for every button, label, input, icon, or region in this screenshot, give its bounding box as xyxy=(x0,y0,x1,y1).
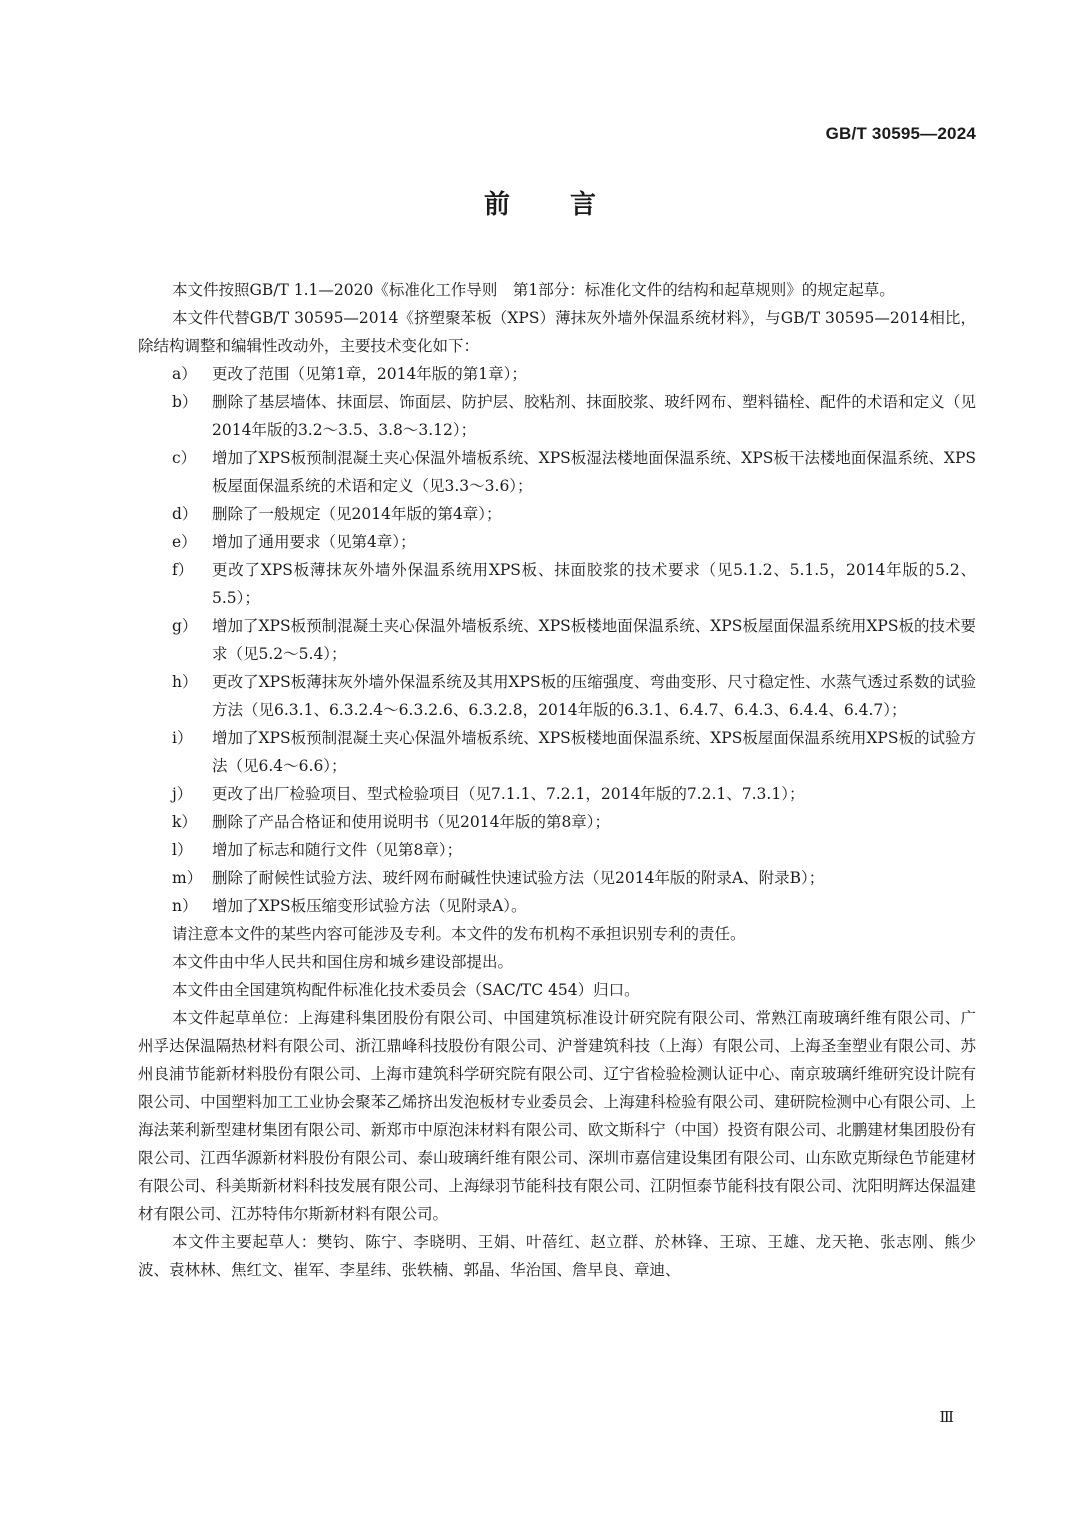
page-number: Ⅲ xyxy=(939,1408,954,1426)
list-item xyxy=(138,444,976,500)
list-item xyxy=(138,500,976,528)
paragraph-drafters: 本文件主要起草人：樊钧、陈宁、李晓明、王娟、叶蓓红、赵立群、於林锋、王琼、王雄、龙天艳、张志刚、熊少波、袁林林、焦红文、崔军、李星纬、张轶楠、郭晶、华治国、詹早良、章迪、 xyxy=(138,1233,976,1279)
list-item xyxy=(138,388,976,444)
list-item-text: 增加了标志和随行文件（见第8章）； xyxy=(212,841,463,859)
list-item-text: 更改了XPS板薄抹灰外墙外保温系统用XPS板、抹面胶浆的技术要求（见5.1.2、5.1.5，2014年版的5.2、5.5）； xyxy=(212,561,976,607)
list-item-mark: n） xyxy=(172,897,198,915)
paragraph-drafting-rules: 本文件按照GB/T 1.1—2020《标准化工作导则 第1部分：标准化文件的结构和起草规则》的规定起草。 xyxy=(172,281,895,299)
paragraph-replacement: 本文件代替GB/T 30595—2014《挤塑聚苯板（XPS）薄抹灰外墙外保温系统材料》，与GB/T 30595—2014相比，除结构调整和编辑性改动外，主要技术变化如下： xyxy=(138,309,976,355)
list-item-mark: c） xyxy=(172,449,197,467)
paragraph-proposer: 本文件由中华人民共和国住房和城乡建设部提出。 xyxy=(172,953,514,971)
list-item xyxy=(138,808,976,836)
title-char-1: 前 xyxy=(483,190,510,220)
list-item-mark: j） xyxy=(172,785,193,803)
list-item xyxy=(138,892,976,920)
list-item xyxy=(138,668,976,724)
list-item-mark: b） xyxy=(172,393,198,411)
list-item-mark: a） xyxy=(172,365,197,383)
list-item-mark: m） xyxy=(172,869,203,887)
list-item xyxy=(138,864,976,892)
list-item-text: 增加了XPS板预制混凝土夹心保温外墙板系统、XPS板楼地面保温系统、XPS板屋面保温系统用XPS板的技术要求（见5.2～5.4）； xyxy=(212,617,976,663)
paragraph-patent-notice: 请注意本文件的某些内容可能涉及专利。本文件的发布机构不承担识别专利的责任。 xyxy=(172,925,746,943)
document-body xyxy=(138,276,976,1284)
list-item xyxy=(138,780,976,808)
list-item-mark: h） xyxy=(172,673,198,691)
list-item-text: 删除了耐候性试验方法、玻纤网布耐碱性快速试验方法（见2014年版的附录A、附录B）； xyxy=(212,869,825,887)
list-item-text: 更改了范围（见第1章，2014年版的第1章）； xyxy=(212,365,527,383)
list-item-text: 增加了XPS板压缩变形试验方法（见附录A）。 xyxy=(212,897,527,915)
document-code: GB/T 30595—2024 xyxy=(825,124,976,143)
list-item xyxy=(138,528,976,556)
list-item-mark: e） xyxy=(172,533,197,551)
page-title xyxy=(0,184,1080,221)
paragraph-drafting-units: 本文件起草单位：上海建科集团股份有限公司、中国建筑标准设计研究院有限公司、常熟江南玻璃纤维有限公司、广州孚达保温隔热材料有限公司、浙江鼎峰科技股份有限公司、沪誉建筑科技（上海）有限公司、上海圣奎塑业有限公司、苏州良浦节能新材料股份有限公司、上海市建筑科学研究院有限公司、辽宁省检验检测认证中心、南京玻璃纤维研究设计院有限公司、中国塑料加工工业协会聚苯乙烯挤出发泡板材专业委员会、上海建科检验有限公司、建研院检测中心有限公司、上海法莱利新型建材集团有限公司、新郑市中原泡沫材料有限公司、欧文斯科宁（中国）投资有限公司、北鹏建材集团股份有限公司、江西华源新材料股份有限公司、泰山玻璃纤维有限公司、深圳市嘉信建设集团有限公司、山东欧克斯绿色节能建材有限公司、科美斯新材料科技发展有限公司、上海绿羽节能科技有限公司、江阴恒泰节能科技有限公司、沈阳明辉达保温建材有限公司、江苏特伟尔斯新材料有限公司。 xyxy=(138,1009,976,1223)
list-item-text: 更改了XPS板薄抹灰外墙外保温系统及其用XPS板的压缩强度、弯曲变形、尺寸稳定性、水蒸气透过系数的试验方法（见6.3.1、6.3.2.4～6.3.2.6、6.3.2.8，2014年版的6.3.1、6.4.7、6.4.3、6.4.4、6.4.7）； xyxy=(212,673,976,719)
list-item xyxy=(138,556,976,612)
list-item-text: 删除了基层墙体、抹面层、饰面层、防护层、胶粘剂、抹面胶浆、玻纤网布、塑料锚栓、配件的术语和定义（见2014年版的3.2～3.5、3.8～3.12）； xyxy=(212,393,976,439)
list-item-mark: k） xyxy=(172,813,197,831)
list-item-mark: g） xyxy=(172,617,198,635)
list-item-mark: d） xyxy=(172,505,198,523)
list-item-text: 增加了XPS板预制混凝土夹心保温外墙板系统、XPS板楼地面保温系统、XPS板屋面保温系统用XPS板的试验方法（见6.4～6.6）； xyxy=(212,729,976,775)
list-item-text: 增加了通用要求（见第4章）； xyxy=(212,533,416,551)
list-item xyxy=(138,836,976,864)
list-item xyxy=(138,724,976,780)
list-item-mark: l） xyxy=(172,841,193,859)
list-item-text: 删除了产品合格证和使用说明书（见2014年版的第8章）； xyxy=(212,813,611,831)
list-item xyxy=(138,360,976,388)
list-item-text: 删除了一般规定（见2014年版的第4章）； xyxy=(212,505,502,523)
list-item-mark: i） xyxy=(172,729,193,747)
title-char-2: 言 xyxy=(570,190,597,220)
list-item xyxy=(138,612,976,668)
paragraph-committee: 本文件由全国建筑构配件标准化技术委员会（SAC/TC 454）归口。 xyxy=(172,981,640,999)
list-item-mark: f） xyxy=(172,561,194,579)
list-item-text: 更改了出厂检验项目、型式检验项目（见7.1.1、7.2.1，2014年版的7.2.1、7.3.1）； xyxy=(212,785,805,803)
list-item-text: 增加了XPS板预制混凝土夹心保温外墙板系统、XPS板湿法楼地面保温系统、XPS板干法楼地面保温系统、XPS板屋面保温系统的术语和定义（见3.3～3.6）； xyxy=(212,449,976,495)
